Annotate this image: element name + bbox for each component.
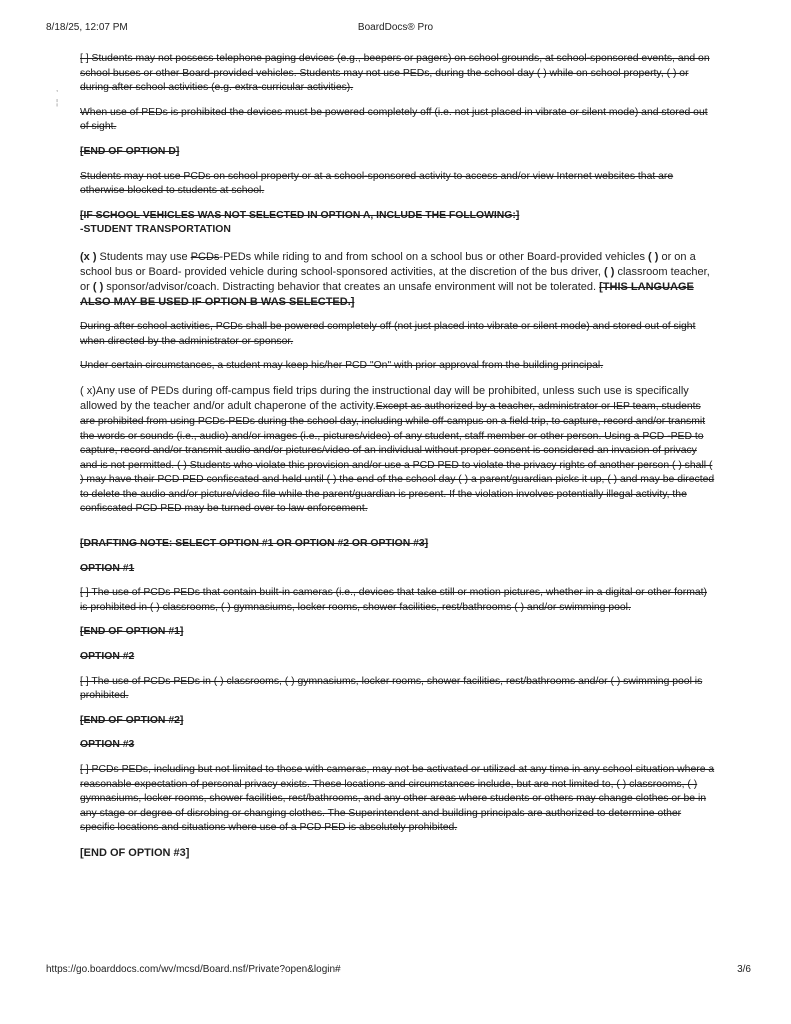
document-body: [80, 52, 716, 871]
checkbox: ( ): [604, 265, 615, 278]
internet-websites-paragraph: Students may not use PCDs on school property or at a school-sponsored activity to access and/or view Internet websites that are otherwise blocked to students at school.: [80, 170, 674, 197]
option-1-title: OPTION #1: [80, 562, 135, 574]
print-footer: [0, 964, 791, 978]
transportation-heading-block: [80, 209, 716, 238]
print-datetime: 8/18/25, 12:07 PM: [46, 22, 128, 33]
student-transportation-heading: STUDENT TRANSPORTATION: [83, 224, 231, 236]
print-title: BoardDocs® Pro: [357, 22, 434, 33]
option-3-text: [ ] PCDs PEDs, including but not limited to those with cameras, may not be activated or utilized at any time in any school situation where a reasonable expectation of personal privacy exists. These locations and circumstances include, but are not limited to, ( ) classrooms, ( ) gymnasiums, locker rooms, shower facilities, rest/bathrooms, and any other areas where students or others may change clothes or be in any stage or degree of disrobing or changing clothes. The Superintendent and building principals are authorized to determine other specific locations and situations where use of a PCD PED is absolutely prohibited.: [80, 764, 715, 834]
transportation-paragraph: (x ) Students may use PCDs-PEDs while riding to and from school on a school bus or other Board-provided vehicles ( ) or on a school bus or Board- provided vehicle during school-sponsored activities, at the discretion of the bus driver, ( ) classroom teacher, or ( ) sponsor/advisor/coach. Distracting behavior that creates an unsafe environment will not be tolerated. [THIS LANGUAGE ALSO MAY BE USED IF OPTION B WAS SELECTED.]: [80, 250, 710, 308]
print-header: [0, 22, 791, 36]
option-b-note: [THIS LANGUAGE ALSO MAY BE USED IF OPTION B WAS SELECTED.]: [80, 280, 694, 308]
option-1-text: [ ] The use of PCDs PEDs that contain built-in cameras (i.e., devices that take still or motion pictures, whether in a digital or other format) is prohibited in ( ) classrooms, ( ) gymnasiums, locker rooms, shower facilities, rest/bathrooms ( ) and/or swimming pool.: [80, 587, 707, 613]
end-option-d-heading: [END OF OPTION D]: [80, 145, 180, 157]
option-2-text: [ ] The use of PCDs PEDs in ( ) classrooms, ( ) gymnasiums, locker rooms, shower facilities, rest/bathrooms and/or ( ) swimming pool is prohibited.: [80, 675, 703, 702]
drafting-note-heading: [DRAFTING NOTE: SELECT OPTION #1 OR OPTION #2 OR OPTION #3]: [80, 538, 429, 550]
transport-dash: -: [80, 224, 84, 236]
page-number: 3/6: [737, 964, 751, 975]
option-3-title: OPTION #3: [80, 739, 135, 751]
margin-mark: ,: [56, 84, 59, 93]
field-trips-paragraph: ( x)Any use of PEDs during off-campus field trips during the instructional day will be prohibited, unless such use is specifically allowed by the teacher and/or adult chaperone of the activity.Except as authorized by a teacher, administrator or IEP team, students are prohibited from using PCDs-PEDs during the school day, including while off-campus on a field trip, to capture, record and/or transmit the words or sounds (i.e., audio) and/or images (i.e., pictures/video) of any student, staff member or other person. Using a PCD -PED to capture, record and/or transmit audio and/or pictures/video of an individual without proper consent is considered an invasion of privacy and is not permitted. ( ) Students who violate this provision and/or use a PCD PED to violate the privacy rights of another person ( ) shall ( ) may have their PCD PED confiscated and held until ( ) the end of the school day ( ) a parent/guardian picks it up, ( ) and may be directed to delete the audio and/or picture/video file while the parent/guardian is present. If the violation involves potentially illegal activity, the confiscated PCD PED may be turned over to law enforcement.: [80, 384, 715, 515]
circumstances-paragraph: Under certain circumstances, a student may keep his/her PCD "On" with prior approval from the building principal.: [80, 360, 604, 372]
checked-box: ( x): [80, 384, 96, 397]
option-3-end: [END OF OPTION #3]: [80, 846, 190, 859]
margin-mark: ¦: [56, 98, 59, 107]
option-2-end: [END OF OPTION #2]: [80, 714, 184, 726]
option-1-end: [END OF OPTION #1]: [80, 626, 184, 638]
if-vehicles-heading: [IF SCHOOL VEHICLES WAS NOT SELECTED IN OPTION A, INCLUDE THE FOLLOWING:]: [80, 209, 520, 221]
checkbox: ( ): [648, 250, 659, 263]
paging-devices-paragraph: [ ] Students may not possess telephone paging devices (e.g., beepers or pagers) on school grounds, at school-sponsored events, and on school buses or other Board-provided vehicles. Students may not use PEDs, during the school day ( ) while on school property, ( ) or during after school activities (e.g. extra-curricular activities).: [80, 53, 710, 94]
checked-box: (x ): [80, 250, 97, 263]
after-school-paragraph: During after school activities, PCDs shall be powered completely off (not just placed into vibrate or silent mode) and stored out of sight when directed by the administrator or sponsor.: [80, 320, 696, 347]
powered-off-paragraph: When use of PEDs is prohibited the devices must be powered completely off (i.e. not just placed in vibrate or silent mode) and stored out of sight.: [80, 106, 708, 133]
footer-url: https://go.boarddocs.com/wv/mcsd/Board.nsf/Private?open&login#: [46, 964, 341, 975]
option-2-title: OPTION #2: [80, 651, 135, 663]
checkbox: ( ): [92, 280, 104, 293]
